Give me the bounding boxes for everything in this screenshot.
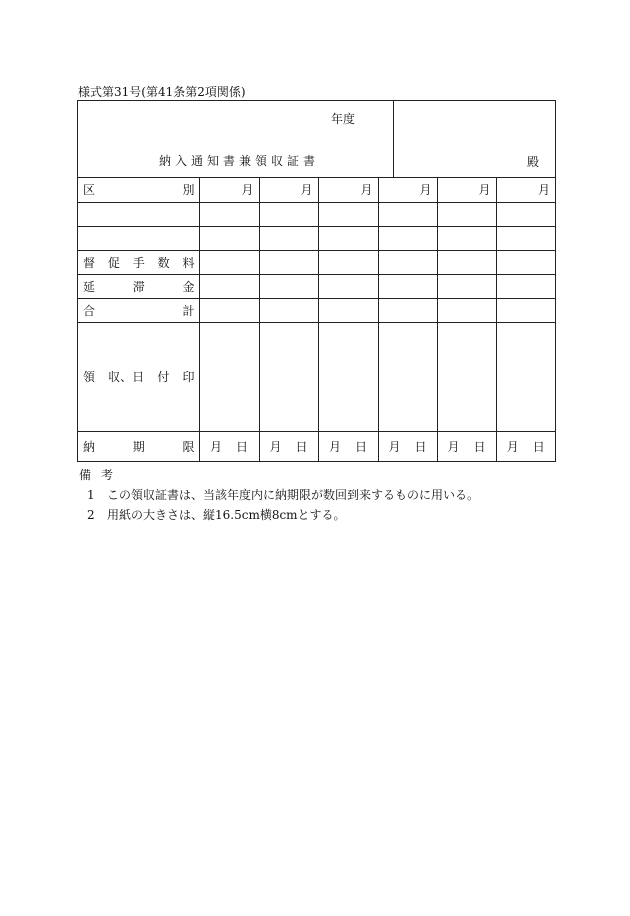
month-header: 月 (318, 178, 378, 202)
form-header-title-area (78, 101, 394, 177)
month-header: 月 (199, 178, 259, 202)
kubun-label: 区 別 (83, 183, 195, 198)
ryoshu-row (78, 322, 555, 431)
month-header: 月 (496, 178, 555, 202)
entai-label: 延 滞 金 (78, 274, 199, 298)
due-date-cell: 月 日 (496, 431, 555, 462)
goukei-row (78, 298, 555, 322)
form-number: 様式第31号(第41条第2項関係) (78, 85, 246, 99)
month-header: 月 (259, 178, 318, 202)
note-item: 2 用紙の大きさは、縦16.5cm横8cmとする。 (87, 508, 346, 522)
fiscal-year-label: 年度 (331, 112, 356, 126)
notes-heading: 備考 (79, 468, 124, 482)
addressee-honorific: 殿 (526, 155, 539, 169)
receipt-form (77, 100, 556, 462)
due-date-cell: 月 日 (318, 431, 378, 462)
month-header: 月 (437, 178, 496, 202)
entai-row (78, 274, 555, 298)
note-item: 1 この領収証書は、当該年度内に納期限が数回到来するものに用いる。 (87, 488, 480, 502)
due-date-cell: 月 日 (437, 431, 496, 462)
notes-section (79, 466, 480, 522)
blank-row (78, 202, 555, 226)
tokusoku-label: 督 促 手 数 料 (78, 250, 199, 274)
form-title: 納入通知書兼領収証書 (159, 154, 320, 168)
noki-row (78, 431, 555, 462)
due-date-cell: 月 日 (378, 431, 437, 462)
header-row (78, 178, 555, 202)
blank-row (78, 226, 555, 250)
goukei-label: 合 計 (78, 298, 199, 322)
due-date-cell: 月 日 (199, 431, 259, 462)
month-header: 月 (378, 178, 437, 202)
tokusoku-row (78, 250, 555, 274)
due-date-cell: 月 日 (259, 431, 318, 462)
installment-table (78, 178, 555, 462)
ryoshu-label: 領 収、日 付 印 (78, 322, 199, 431)
noki-label: 納 期 限 (78, 431, 199, 462)
